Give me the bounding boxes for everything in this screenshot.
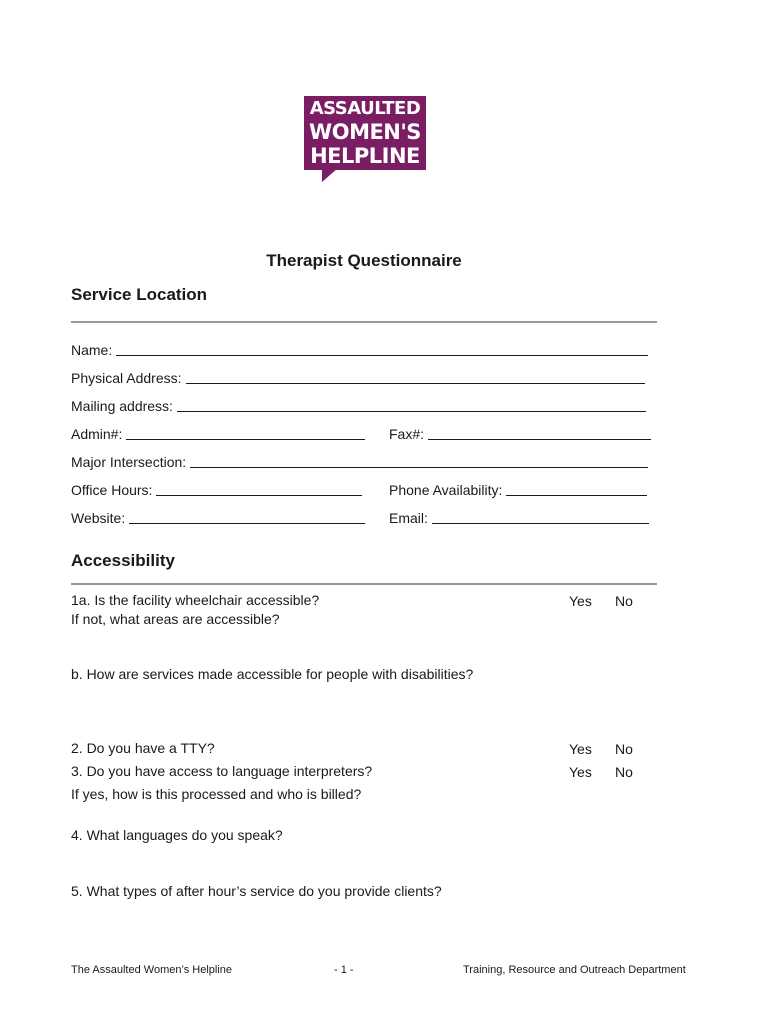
admin-label: Admin#: — [71, 426, 123, 442]
q2-yes-option[interactable]: Yes — [569, 741, 592, 757]
question-3: 3. Do you have access to language interpreters? — [71, 763, 373, 779]
physical-address-input-line[interactable] — [186, 369, 646, 384]
question-3-followup: If yes, how is this processed and who is billed? — [71, 786, 362, 802]
mailing-address-input-line[interactable] — [177, 397, 646, 412]
document-title: Therapist Questionnaire — [266, 251, 462, 270]
mailing-address-field[interactable] — [71, 397, 646, 414]
q3-no-option[interactable]: No — [615, 764, 633, 780]
footer-department: Training, Resource and Outreach Department — [463, 964, 686, 976]
admin-input-line[interactable] — [126, 425, 365, 440]
fax-label: Fax#: — [389, 426, 425, 442]
section-heading-accessibility: Accessibility — [71, 551, 175, 570]
phone-availability-field[interactable] — [389, 481, 647, 498]
footer-organization: The Assaulted Women’s Helpline — [71, 964, 233, 976]
question-1a-text: 1a. Is the facility wheelchair accessible? — [71, 592, 320, 608]
email-field[interactable] — [389, 509, 649, 526]
major-intersection-label: Major Intersection: — [71, 454, 187, 470]
name-input-line[interactable] — [116, 341, 648, 356]
fax-field[interactable] — [389, 425, 651, 442]
question-1a — [71, 591, 319, 629]
logo-text-line-1: ASSAULTED — [309, 98, 421, 119]
q1a-yes-option[interactable]: Yes — [569, 593, 592, 609]
mailing-address-label: Mailing address: — [71, 398, 173, 414]
email-input-line[interactable] — [432, 509, 649, 524]
question-2: 2. Do you have a TTY? — [71, 740, 215, 756]
question-4: 4. What languages do you speak? — [71, 827, 283, 843]
q3-yes-option[interactable]: Yes — [569, 764, 592, 780]
office-hours-field[interactable] — [71, 481, 362, 498]
major-intersection-field[interactable] — [71, 453, 648, 470]
physical-address-field[interactable] — [71, 369, 645, 386]
office-hours-label: Office Hours: — [71, 482, 153, 498]
website-input-line[interactable] — [129, 509, 365, 524]
section-heading-service-location: Service Location — [71, 285, 208, 304]
section-divider — [71, 583, 657, 585]
phone-availability-input-line[interactable] — [506, 481, 647, 496]
question-1a-followup: If not, what areas are accessible? — [71, 611, 280, 627]
office-hours-input-line[interactable] — [156, 481, 362, 496]
q2-no-option[interactable]: No — [615, 741, 633, 757]
logo-text-line-2: WOMEN'S — [309, 120, 421, 144]
logo-text-line-3: HELPLINE — [310, 144, 420, 168]
section-divider — [71, 321, 657, 323]
name-label: Name: — [71, 342, 113, 358]
fax-input-line[interactable] — [428, 425, 651, 440]
question-1b: b. How are services made accessible for people with disabilities? — [71, 666, 474, 682]
website-label: Website: — [71, 510, 126, 526]
website-field[interactable] — [71, 509, 365, 526]
email-label: Email: — [389, 510, 428, 526]
major-intersection-input-line[interactable] — [190, 453, 648, 468]
question-5: 5. What types of after hour’s service do you provide clients? — [71, 883, 442, 899]
admin-field[interactable] — [71, 425, 365, 442]
logo-bubble-tail — [322, 168, 338, 182]
physical-address-label: Physical Address: — [71, 370, 182, 386]
helpline-logo — [304, 96, 426, 184]
footer-page-number: - 1 - — [334, 964, 354, 976]
name-field[interactable] — [71, 341, 648, 358]
phone-availability-label: Phone Availability: — [389, 482, 503, 498]
q1a-no-option[interactable]: No — [615, 593, 633, 609]
